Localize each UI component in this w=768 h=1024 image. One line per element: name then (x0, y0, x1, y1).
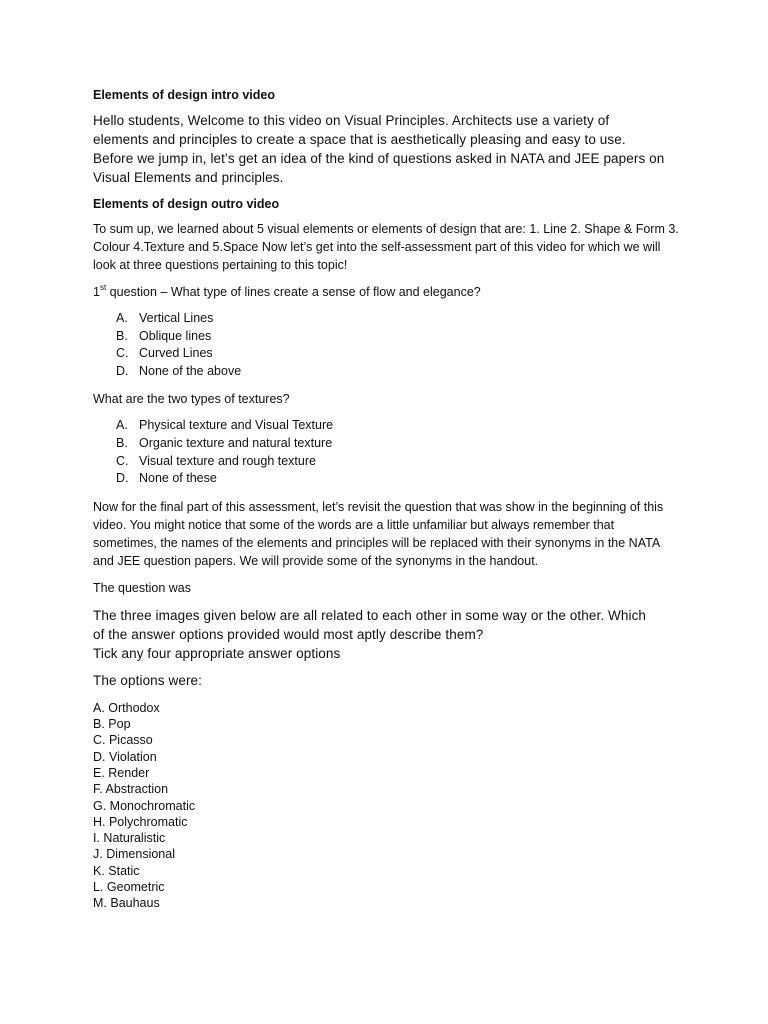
question-3-line: Tick any four appropriate answer options (93, 645, 341, 661)
final-part-paragraph: Now for the final part of this assessment, let’s revisit the question that was show in the beginning of this video. You might notice that some of the words are a little unfamiliar but always remember that sometimes, the names of the elements and principles will be replaced with their synonyms in the NATA and JEE question papers. We will provide some of the synonyms in the handout. (93, 499, 664, 568)
question-1-ordinal: 1 (93, 285, 100, 299)
list-item (116, 345, 681, 363)
list-item (116, 310, 681, 328)
list-item: A. Orthodox (93, 700, 160, 715)
option-text: None of these (139, 471, 217, 486)
list-item: D. Violation (93, 749, 157, 764)
outro-summary: To sum up, we learned about 5 visual elements or elements of design that are: 1. Line 2. Shape & Form 3. Colour 4.Texture and 5.Space Now let’s get into the self-assessment part of this video for which we will look at three questions pertaining to this topic! (93, 222, 679, 272)
question-1-body: question – What type of lines create a sense of flow and elegance? (106, 285, 481, 299)
question-1-ordinal-suffix: st (99, 282, 107, 292)
list-item (116, 453, 681, 471)
question-3-paragraph (93, 606, 681, 663)
option-letter: A. (116, 418, 128, 433)
option-letter: B. (116, 328, 128, 343)
answer-options-list (93, 700, 681, 912)
list-item (116, 435, 681, 453)
list-item (116, 328, 681, 346)
option-letter: C. (116, 453, 129, 468)
question-2-options (93, 417, 681, 487)
intro-line: elements and principles to create a space that is aesthetically pleasing and easy to use. (93, 132, 626, 147)
list-item: M. Bauhaus (93, 896, 160, 911)
outro-heading: Elements of design outro video (93, 197, 280, 211)
options-were-label: The options were: (93, 672, 203, 688)
option-text: Physical texture and Visual Texture (139, 418, 334, 433)
list-item: H. Polychromatic (93, 814, 188, 829)
list-item (116, 470, 681, 488)
document-content (93, 86, 681, 912)
intro-line: Before we jump in, let’s get an idea of the kind of questions asked in NATA and JEE papers on (93, 151, 665, 166)
list-item: I. Naturalistic (93, 831, 166, 846)
option-letter: A. (116, 311, 128, 325)
intro-paragraph (93, 111, 681, 187)
intro-line: Visual Elements and principles. (93, 170, 284, 185)
intro-line: Hello students, Welcome to this video on Visual Principles. Architects use a variety of (93, 113, 610, 128)
option-text: Organic texture and natural texture (139, 435, 333, 450)
option-text: Vertical Lines (139, 311, 214, 325)
option-letter: D. (116, 471, 129, 486)
question-3-line: The three images given below are all related to each other in some way or the other. Which (93, 607, 647, 623)
question-1-options (93, 310, 681, 380)
list-item: F. Abstraction (93, 782, 169, 797)
list-item (116, 363, 681, 381)
question-was-label: The question was (93, 580, 191, 595)
option-text: Curved Lines (139, 346, 213, 361)
question-1-text (93, 283, 681, 301)
question-2-text: What are the two types of textures? (93, 392, 290, 407)
list-item: L. Geometric (93, 880, 165, 895)
list-item: K. Static (93, 863, 140, 878)
option-text: Oblique lines (139, 328, 212, 343)
option-text: Visual texture and rough texture (139, 453, 316, 468)
option-text: None of the above (139, 363, 242, 378)
list-item: C. Picasso (93, 733, 153, 748)
list-item: J. Dimensional (93, 847, 175, 862)
question-3-line: of the answer options provided would most aptly describe them? (93, 626, 484, 642)
list-item: E. Render (93, 765, 150, 780)
list-item (116, 417, 681, 435)
option-letter: C. (116, 346, 129, 361)
option-letter: D. (116, 363, 129, 378)
option-letter: B. (116, 435, 128, 450)
list-item: G. Monochromatic (93, 798, 196, 813)
list-item: B. Pop (93, 717, 131, 732)
intro-heading: Elements of design intro video (93, 88, 275, 102)
